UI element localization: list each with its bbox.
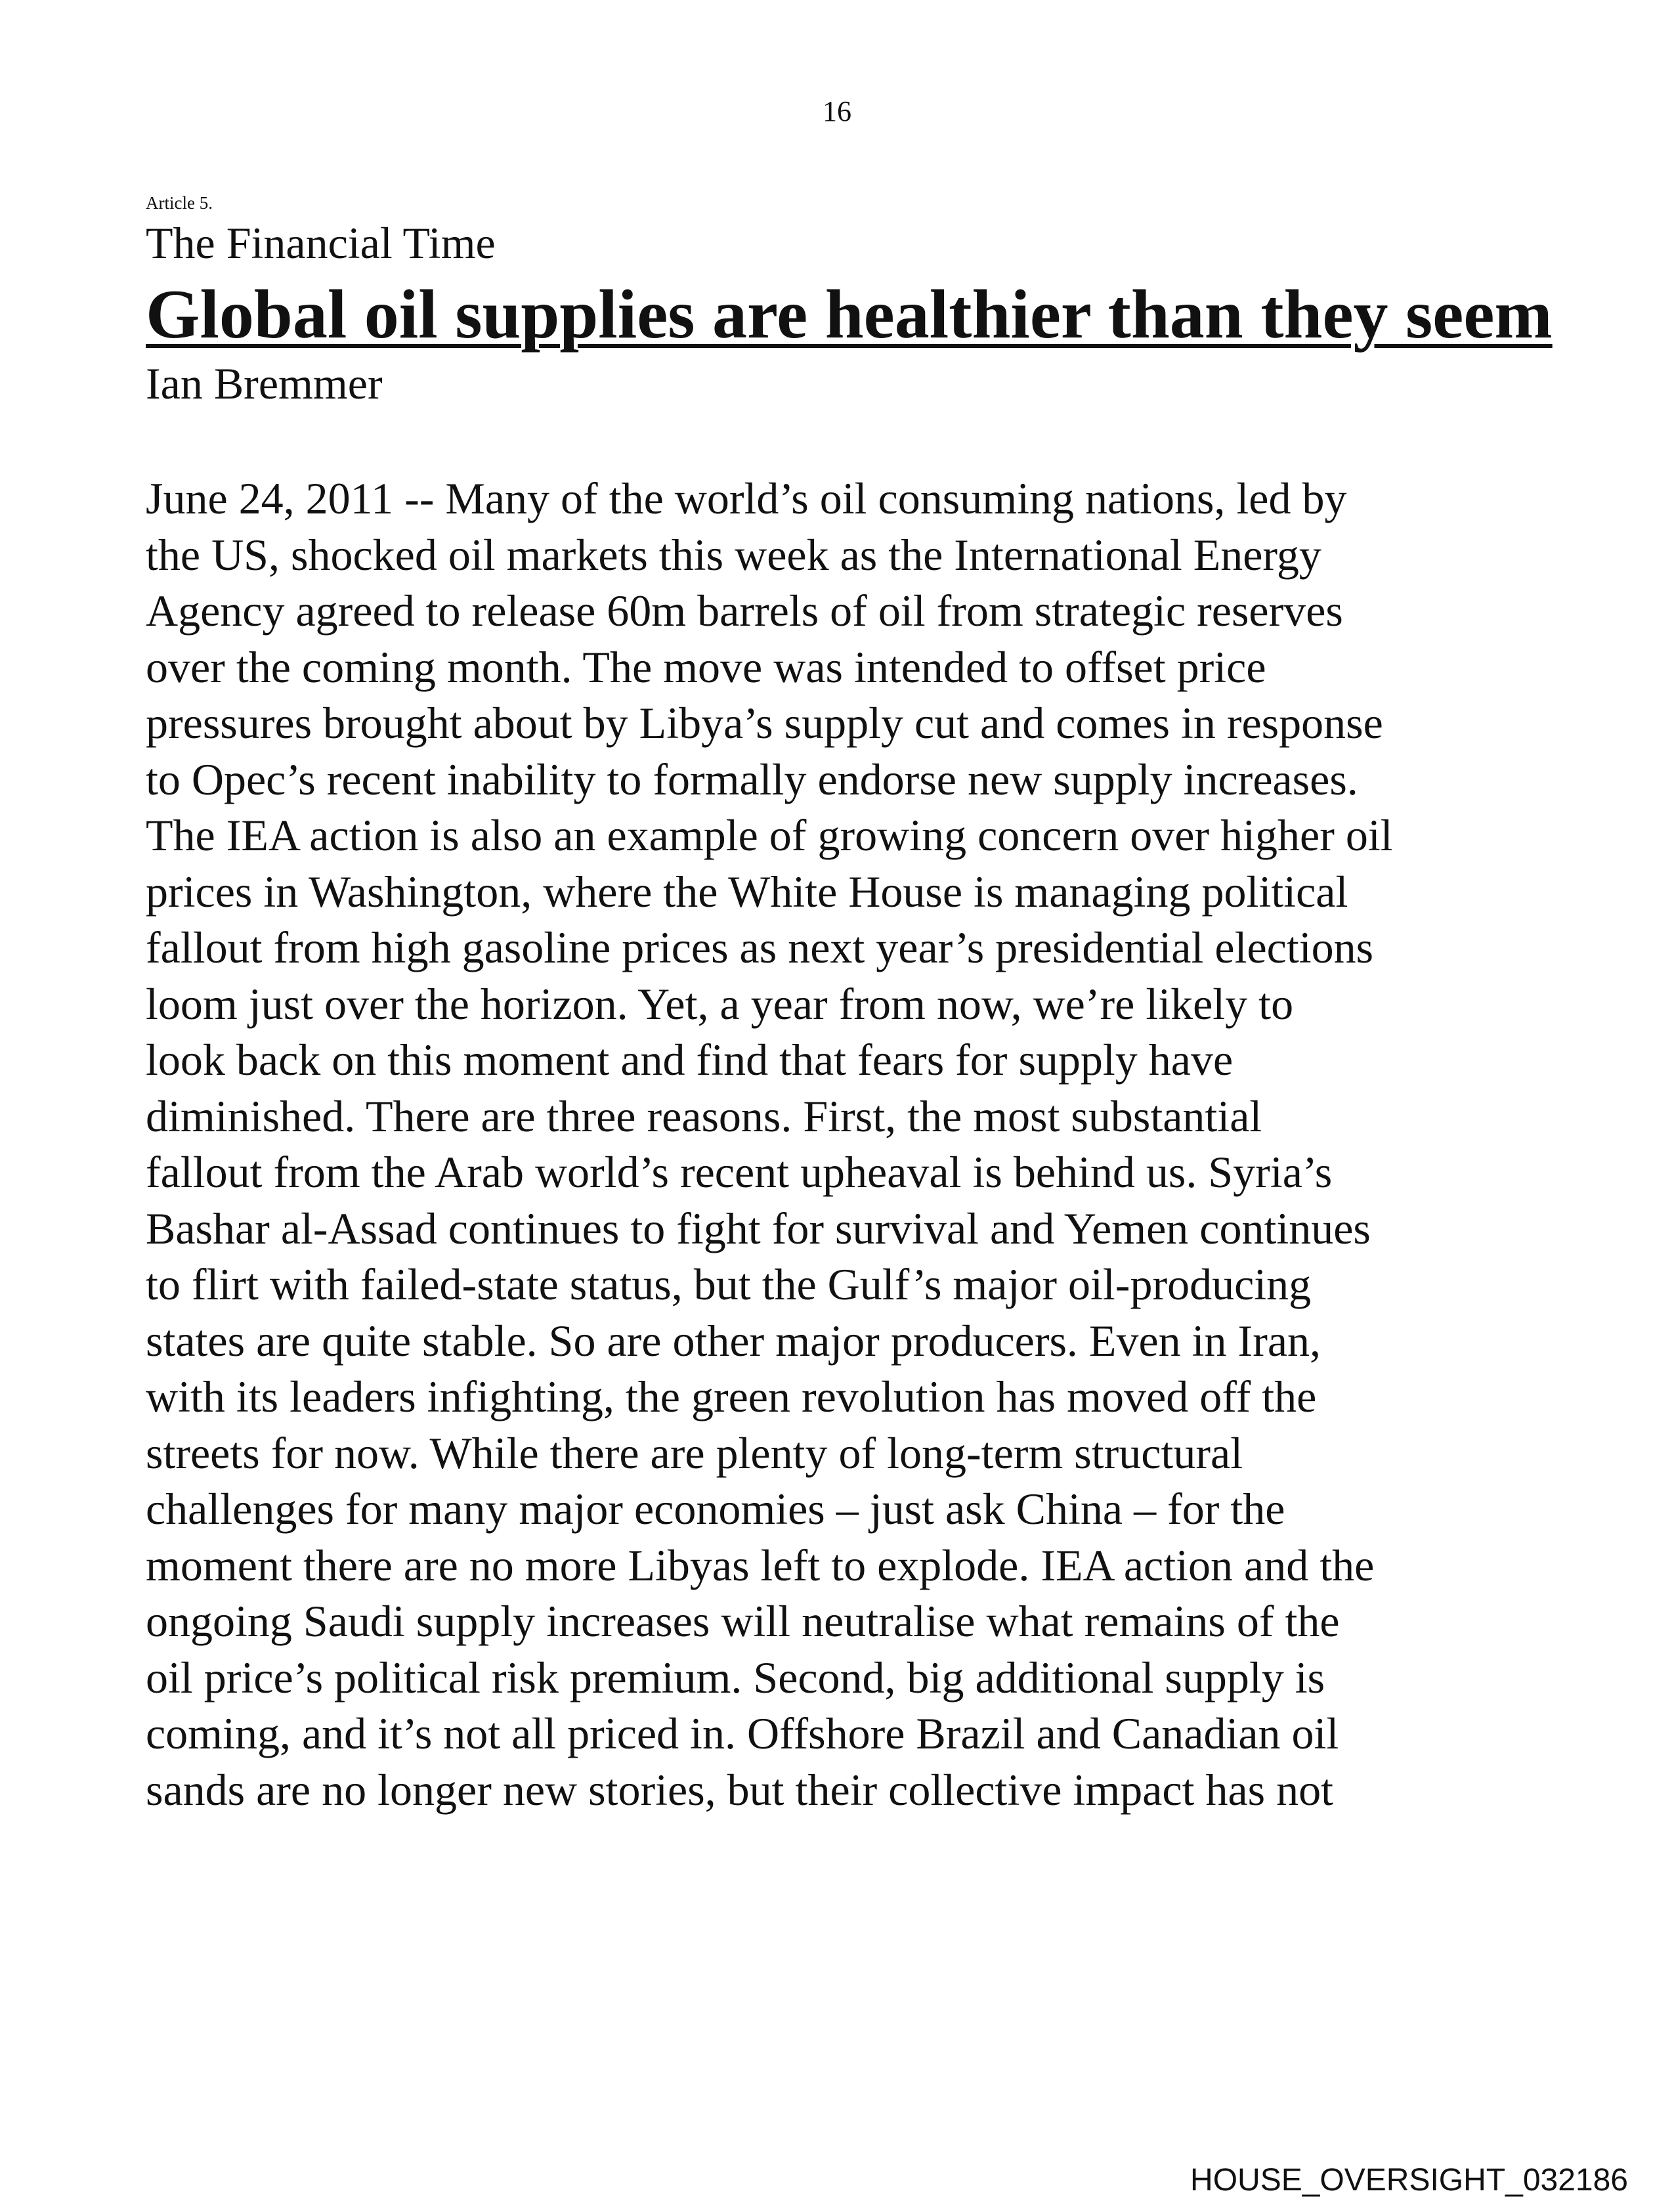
- document-id-footer: HOUSE_OVERSIGHT_032186: [1190, 2163, 1628, 2198]
- publication-name: The Financial Time: [146, 218, 496, 268]
- article-label: Article 5.: [146, 193, 213, 213]
- article-body: June 24, 2011 -- Many of the world’s oil consuming nations, led by the US, shocked oil markets this week as the International Energy Agency agreed to release 60m barrels of oil from strategic reserves over the coming month. The move was intended to offset price pressures brought about by Libya’s supply cut and comes in response to Opec’s recent inability to formally endorse new supply increases. The IEA action is also an example of growing concern over higher oil prices in Washington, where the White House is managing political fallout from high gasoline prices as next year’s presidential elections loom just over the horizon. Yet, a year from now, we’re likely to look back on this moment and find that fears for supply have diminished. There are three reasons. First, the most substantial fallout from the Arab world’s recent upheaval is behind us. Syria’s Bashar al-Assad continues to fight for survival and Yemen continues to flirt with failed-state status, but the Gulf’s major oil-producing states are quite stable. So are other major producers. Even in Iran, with its leaders infighting, the green revolution has moved off the streets for now. While there are plenty of long-term structural challenges for many major economies – just ask China – for the moment there are no more Libyas left to explode. IEA action and the ongoing Saudi supply increases will neutralise what remains of the oil price’s political risk premium. Second, big additional supply is coming, and it’s not all priced in. Offshore Brazil and Canadian oil sands are no longer new stories, but their collective impact has not: [146, 473, 1393, 1815]
- article: [146, 194, 1564, 1818]
- article-headline: Global oil supplies are healthier than they seem: [146, 276, 1553, 353]
- page-number: 16: [823, 95, 851, 127]
- article-author: Ian Bremmer: [146, 358, 383, 409]
